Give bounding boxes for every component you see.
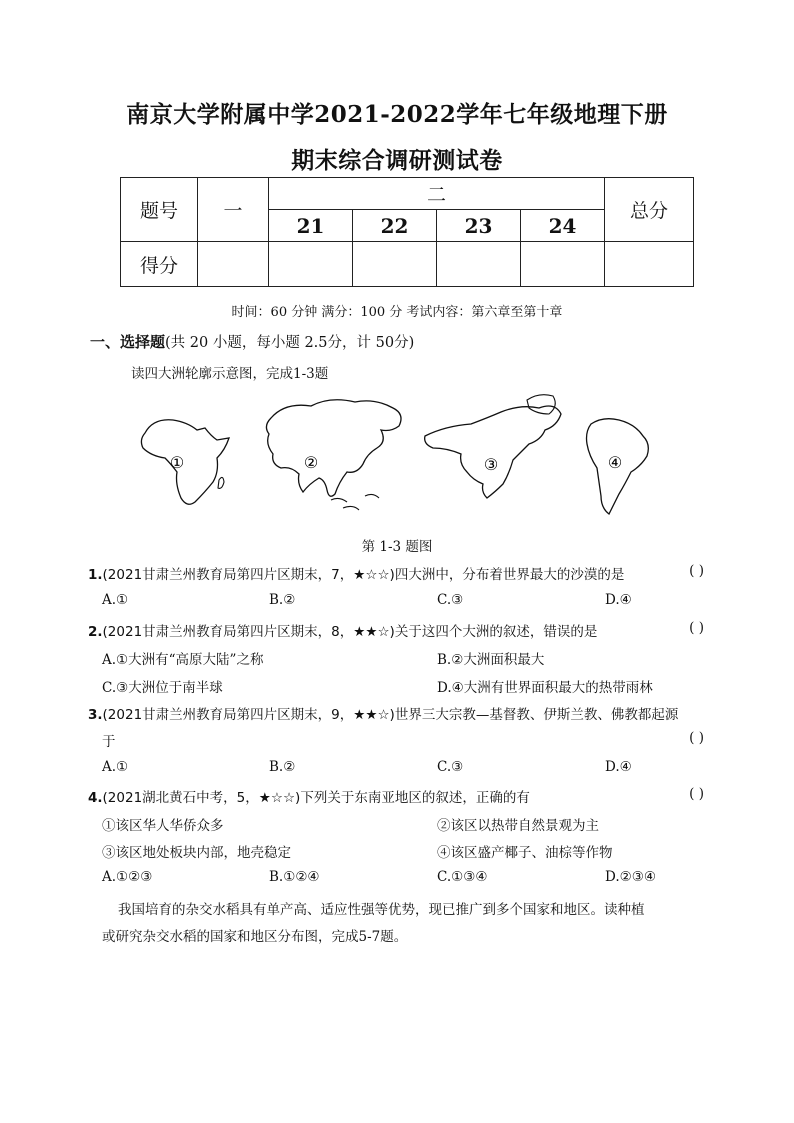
- africa-outline: [141, 420, 229, 504]
- q4-statement-3: ③该区地处板块内部，地壳稳定: [102, 845, 291, 861]
- map-label-2: ②: [303, 453, 319, 472]
- q3-option-c[interactable]: C.③: [437, 759, 464, 775]
- section-label: 一、选择题: [90, 333, 166, 351]
- score-cell[interactable]: [521, 242, 605, 287]
- figure-caption: 第 1-3 题图: [361, 539, 433, 555]
- score-cell[interactable]: [437, 242, 521, 287]
- answer-blank-1[interactable]: ( ): [689, 563, 704, 579]
- q1-option-a[interactable]: A.①: [102, 592, 129, 608]
- q4-option-d[interactable]: D.②③④: [605, 869, 656, 885]
- header-part-2: 二: [269, 178, 605, 210]
- q1-option-d[interactable]: D.④: [605, 592, 632, 608]
- map-label-4: ④: [607, 453, 623, 472]
- header-q21: 21: [269, 210, 353, 242]
- question-3-text-cont: 于: [102, 734, 116, 750]
- question-2: [88, 620, 597, 640]
- score-cell[interactable]: [605, 242, 694, 287]
- q2-option-a[interactable]: A.①大洲有“高原大陆”之称: [102, 652, 264, 668]
- map-label-1: ①: [169, 453, 185, 472]
- q3-option-b[interactable]: B.②: [269, 759, 296, 775]
- q3-option-a[interactable]: A.①: [102, 759, 129, 775]
- question-4-number: 4.: [88, 790, 103, 806]
- question-1-number: 1.: [88, 567, 103, 583]
- exam-info: 时间：60 分钟 满分：100 分 考试内容：第六章至第十章: [231, 305, 563, 320]
- question-2-number: 2.: [88, 624, 103, 640]
- title-line-2: 期末综合调研测试卷: [291, 147, 503, 174]
- question-4-text: (2021湖北黄石中考，5，★☆☆)下列关于东南亚地区的叙述，正确的有: [102, 790, 530, 806]
- question-1: [88, 563, 624, 583]
- asia-outline: [266, 400, 401, 497]
- question-4: [88, 786, 530, 806]
- header-q23: 23: [437, 210, 521, 242]
- q2-option-d[interactable]: D.④大洲有世界面积最大的热带雨林: [437, 680, 653, 696]
- header-tihao: 题号: [121, 178, 198, 242]
- q4-statement-1: ①该区华人华侨众多: [102, 818, 224, 834]
- map-label-3: ③: [483, 455, 499, 474]
- q1-option-b[interactable]: B.②: [269, 592, 296, 608]
- q4-option-a[interactable]: A.①②③: [102, 869, 153, 885]
- intro-rice-line-2: 或研究杂交水稻的国家和地区分布图，完成5-7题。: [102, 929, 408, 945]
- title-line-1: 南京大学附属中学2021-2022学年七年级地理下册: [126, 101, 668, 128]
- q1-option-c[interactable]: C.③: [437, 592, 464, 608]
- score-cell[interactable]: [198, 242, 269, 287]
- q4-option-b[interactable]: B.①②④: [269, 869, 320, 885]
- north-america-outline: [425, 406, 561, 498]
- madagascar-outline: [218, 477, 224, 488]
- question-3-number: 3.: [88, 707, 103, 723]
- greenland-outline: [527, 395, 555, 414]
- score-cell[interactable]: [353, 242, 437, 287]
- intro-maps: 读四大洲轮廓示意图，完成1-3题: [131, 366, 329, 382]
- continents-map-figure: [125, 388, 685, 518]
- header-q22: 22: [353, 210, 437, 242]
- header-q24: 24: [521, 210, 605, 242]
- question-2-text: (2021甘肃兰州教育局第四片区期末，8，★★☆)关于这四个大洲的叙述，错误的是: [102, 624, 598, 640]
- section-note: (共 20 小题，每小题 2.5分，计 50分): [165, 335, 415, 351]
- answer-blank-2[interactable]: ( ): [689, 620, 704, 636]
- score-cell[interactable]: [269, 242, 353, 287]
- question-3: [88, 703, 678, 723]
- islands-outline: [331, 494, 379, 510]
- answer-blank-4[interactable]: ( ): [689, 786, 704, 802]
- intro-rice-line-1: 我国培育的杂交水稻具有单产高、适应性强等优势，现已推广到多个国家和地区。读种植: [118, 902, 645, 918]
- q4-statement-4: ④该区盛产椰子、油棕等作物: [437, 845, 613, 861]
- q3-option-d[interactable]: D.④: [605, 759, 632, 775]
- question-3-text: (2021甘肃兰州教育局第四片区期末，9，★★☆)世界三大宗教—基督教、伊斯兰教、佛教都起源: [102, 707, 679, 723]
- row-defen-label: 得分: [121, 242, 198, 287]
- answer-blank-3[interactable]: ( ): [689, 730, 704, 746]
- question-1-text: (2021甘肃兰州教育局第四片区期末，7，★☆☆)四大洲中，分布着世界最大的沙漠的是: [102, 567, 625, 583]
- q4-statement-2: ②该区以热带自然景观为主: [437, 818, 599, 834]
- q2-option-c[interactable]: C.③大洲位于南半球: [102, 680, 223, 696]
- score-table: [120, 177, 694, 287]
- header-part-1: 一: [198, 178, 269, 242]
- header-total: 总分: [605, 178, 694, 242]
- section-heading: [90, 331, 414, 352]
- q2-option-b[interactable]: B.②大洲面积最大: [437, 652, 545, 668]
- q4-option-c[interactable]: C.①③④: [437, 869, 488, 885]
